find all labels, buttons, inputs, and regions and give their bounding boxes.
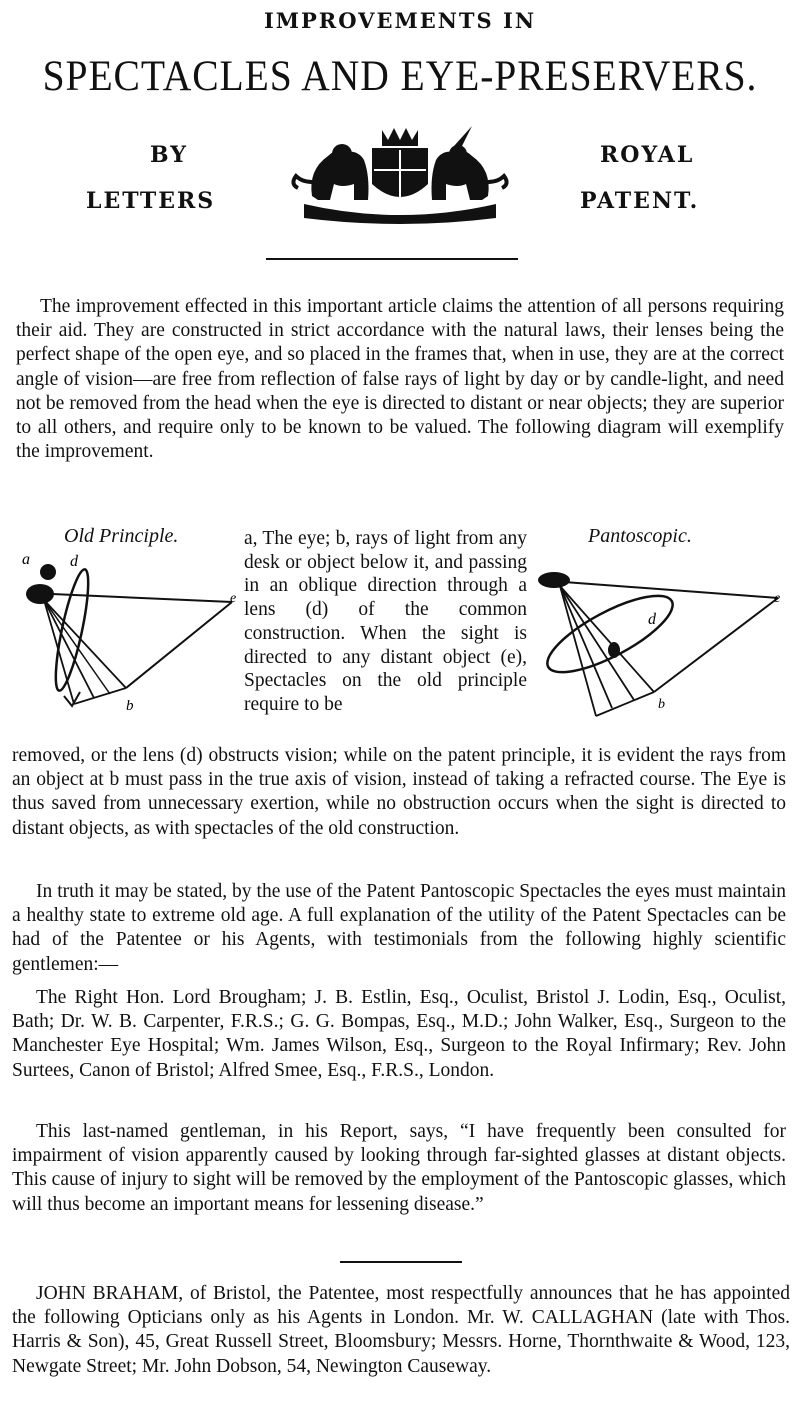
old-principle-caption: Old Principle. xyxy=(64,525,179,547)
diagram-explanation: a, The eye; b, rays of light from any desk or object below it, and passing in an oblique direction through a lens (d) of the common construction. When the sight is directed to any distant object (e), Spectacles on the old principle require to be xyxy=(244,528,527,715)
pantoscopic-caption: Pantoscopic. xyxy=(588,525,692,547)
label-e-old: e xyxy=(230,591,237,606)
agents-paragraph: JOHN BRAHAM, of Bristol, the Patentee, most respectfully announces that he has appointed the following Opticians only as his Agents in London. Mr. W. CALLAGHAN (late with Thos. Harris & Son), 45, Great Russell Street, Bloomsbury; Messrs. Horne, Thornthwaite & Wood, 123, Newgate Street; Mr. John Dobson, 54, Newington Causeway. xyxy=(12,1283,790,1377)
closing-divider xyxy=(340,1261,462,1263)
pantoscopic-diagram xyxy=(530,568,792,728)
report-paragraph: This last-named gentleman, in his Report, says, “I have frequently been consulted for impairment of vision apparently caused by looking through far-sighted glasses at distant objects. This cause of injury to sight will be removed by the employment of the Pantoscopic glasses, which will thus become an important means for lessening disease.” xyxy=(12,1121,786,1215)
header-right-bottom: PATENT. xyxy=(580,188,700,214)
label-b-old: b xyxy=(126,698,134,714)
label-d-pan: d xyxy=(648,611,656,628)
header-kicker: IMPROVEMENTS IN xyxy=(263,8,537,33)
label-a: a xyxy=(22,551,30,568)
testimonials-paragraph: The Right Hon. Lord Brougham; J. B. Estlin, Esq., Oculist, Bristol J. Lodin, Esq., Oculist, Bath; Dr. W. B. Carpenter, F.R.S.; G. G. Bompas, Esq., M.D.; John Walker, Esq., Surgeon to the Manchester Eye Hospital; Wm. James Wilson, Esq., Surgeon to the Royal Infirmary; Rev. John Surtees, Canon of Bristol; Alfred Smee, Esq., F.R.S., London. xyxy=(12,987,786,1081)
truth-paragraph: In truth it may be stated, by the use of the Patent Pantoscopic Spectacles the eyes must maintain a healthy state to extreme old age. A full explanation of the utility of the Patent Spectacles can be had of the Patentee or his Agents, with testimonials from the following highly scientific gentlemen:— xyxy=(12,881,786,975)
royal-crest-icon xyxy=(284,126,516,226)
label-d-old: d xyxy=(70,553,78,570)
header-right-top: ROYAL xyxy=(600,142,695,168)
header-left-top: BY xyxy=(150,142,188,168)
label-b-pan: b xyxy=(658,697,665,712)
intro-paragraph: The improvement effected in this important article claims the attention of all persons requiring their aid. They are constructed in strict accordance with the natural laws, their lenses being the perfect shape of the open eye, and so placed in the frames that, when in use, they are at the correct angle of vision—are free from reflection of false rays of light by day or by candle-light, and need not be removed from the head when the eye is directed to distant or near objects; they are superior to all others, and require only to be known to be valued. The following diagram will exemplify the improvement. xyxy=(16,296,784,463)
header-left-bottom: LETTERS xyxy=(86,188,216,214)
header-divider xyxy=(266,258,518,260)
diagram-continuation: removed, or the lens (d) obstructs vision; while on the patent principle, it is evident the rays from an object at b must pass in the true axis of vision, instead of taking a refracted course. The Eye is thus saved from unnecessary exertion, while no obstruction occurs when the sight is directed to distant objects, as with spectacles of the old construction. xyxy=(12,745,786,839)
old-principle-diagram xyxy=(14,550,244,720)
label-e-pan: e xyxy=(774,591,781,606)
page-title: SPECTACLES AND EYE-PRESERVERS. xyxy=(42,53,758,100)
